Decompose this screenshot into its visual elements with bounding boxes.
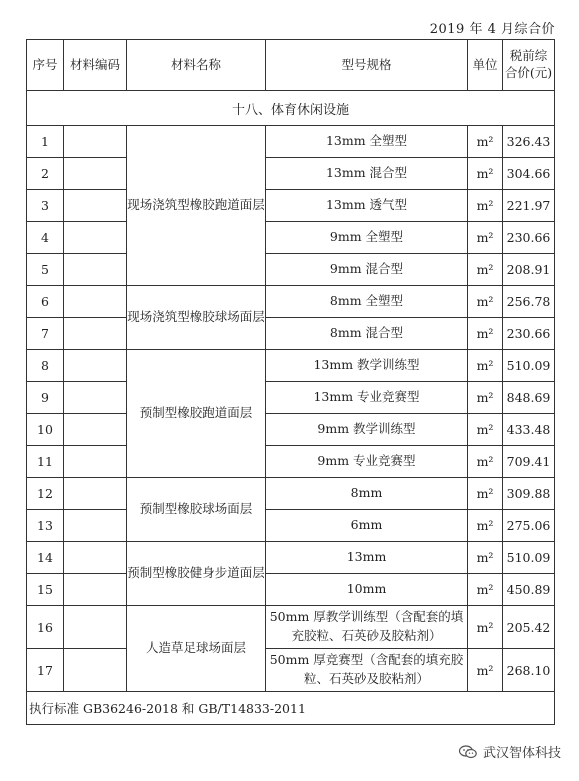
- unit-cell: m²: [468, 190, 503, 222]
- code-cell: [64, 158, 127, 190]
- code-cell: [64, 542, 127, 574]
- table-row: [27, 190, 555, 222]
- seq-cell: 6: [27, 286, 64, 318]
- spec-cell: 9mm 教学训练型: [266, 414, 468, 446]
- seq-cell: 2: [27, 158, 64, 190]
- table-row: [27, 126, 555, 158]
- table-row: [27, 414, 555, 446]
- spec-cell: 13mm 全塑型: [266, 126, 468, 158]
- table-row: [27, 478, 555, 510]
- price-cell: 221.97: [503, 190, 555, 222]
- code-cell: [64, 478, 127, 510]
- col-unit-header: 单位: [468, 40, 503, 91]
- material-name-cell: 预制型橡胶球场面层: [127, 478, 266, 542]
- col-seq-header: 序号: [27, 40, 64, 91]
- col-code-header: 材料编码: [64, 40, 127, 91]
- unit-cell: m²: [468, 574, 503, 606]
- col-name-header: 材料名称: [127, 40, 266, 91]
- spec-cell: 13mm 透气型: [266, 190, 468, 222]
- code-cell: [64, 574, 127, 606]
- code-cell: [64, 318, 127, 350]
- price-cell: 205.42: [503, 606, 555, 649]
- price-cell: 208.91: [503, 254, 555, 286]
- material-name-cell: 预制型橡胶跑道面层: [127, 350, 266, 478]
- code-cell: [64, 414, 127, 446]
- spec-cell: 13mm 教学训练型: [266, 350, 468, 382]
- seq-cell: 16: [27, 606, 64, 649]
- table-row: [27, 350, 555, 382]
- material-name-cell: 现场浇筑型橡胶跑道面层: [127, 126, 266, 286]
- code-cell: [64, 222, 127, 254]
- spec-cell: 13mm 混合型: [266, 158, 468, 190]
- unit-cell: m²: [468, 254, 503, 286]
- table-row: [27, 158, 555, 190]
- price-cell: 256.78: [503, 286, 555, 318]
- table-header-row: [27, 40, 555, 91]
- seq-cell: 13: [27, 510, 64, 542]
- price-cell: 510.09: [503, 542, 555, 574]
- price-cell: 275.06: [503, 510, 555, 542]
- unit-cell: m²: [468, 542, 503, 574]
- price-cell: 268.10: [503, 649, 555, 692]
- spec-cell: 10mm: [266, 574, 468, 606]
- seq-cell: 3: [27, 190, 64, 222]
- price-cell: 309.88: [503, 478, 555, 510]
- spec-cell: 50mm 厚竞赛型（含配套的填充胶粒、石英砂及胶粘剂）: [266, 649, 468, 692]
- price-cell: 326.43: [503, 126, 555, 158]
- code-cell: [64, 126, 127, 158]
- watermark: [459, 742, 561, 761]
- spec-cell: 13mm 专业竞赛型: [266, 382, 468, 414]
- seq-cell: 8: [27, 350, 64, 382]
- footer-row: [27, 692, 555, 725]
- spec-cell: 6mm: [266, 510, 468, 542]
- seq-cell: 12: [27, 478, 64, 510]
- code-cell: [64, 382, 127, 414]
- seq-cell: 4: [27, 222, 64, 254]
- unit-cell: m²: [468, 414, 503, 446]
- spec-cell: 50mm 厚教学训练型（含配套的填充胶粒、石英砂及胶粘剂）: [266, 606, 468, 649]
- unit-cell: m²: [468, 350, 503, 382]
- unit-cell: m²: [468, 222, 503, 254]
- seq-cell: 11: [27, 446, 64, 478]
- unit-cell: m²: [468, 446, 503, 478]
- price-period-note: 2019 年 4 月综合价: [429, 22, 555, 37]
- code-cell: [64, 606, 127, 649]
- price-cell: 433.48: [503, 414, 555, 446]
- col-price-header-line1: 税前综: [509, 48, 548, 64]
- table-row: [27, 382, 555, 414]
- price-cell: 304.66: [503, 158, 555, 190]
- col-price-header: [503, 40, 555, 91]
- price-table: [26, 39, 555, 725]
- seq-cell: 10: [27, 414, 64, 446]
- col-spec-header: 型号规格: [266, 40, 468, 91]
- seq-cell: 9: [27, 382, 64, 414]
- unit-cell: m²: [468, 158, 503, 190]
- table-row: [27, 606, 555, 649]
- unit-cell: m²: [468, 318, 503, 350]
- seq-cell: 7: [27, 318, 64, 350]
- price-cell: 230.66: [503, 318, 555, 350]
- material-name-cell: 人造草足球场面层: [127, 606, 266, 692]
- spec-cell: 8mm: [266, 478, 468, 510]
- spec-cell: 8mm 混合型: [266, 318, 468, 350]
- price-cell: 709.41: [503, 446, 555, 478]
- table-row: [27, 446, 555, 478]
- price-cell: 848.69: [503, 382, 555, 414]
- col-price-header-line2: 合价(元): [504, 65, 553, 80]
- unit-cell: m²: [468, 126, 503, 158]
- code-cell: [64, 190, 127, 222]
- table-row: [27, 222, 555, 254]
- price-cell: 510.09: [503, 350, 555, 382]
- table-row: [27, 542, 555, 574]
- seq-cell: 1: [27, 126, 64, 158]
- watermark-text: 武汉智体科技: [482, 746, 561, 761]
- seq-cell: 5: [27, 254, 64, 286]
- standard-note: 执行标准 GB36246-2018 和 GB/T14833-2011: [27, 692, 555, 725]
- seq-cell: 15: [27, 574, 64, 606]
- material-name-cell: 现场浇筑型橡胶球场面层: [127, 286, 266, 350]
- section-row: [27, 91, 555, 126]
- unit-cell: m²: [468, 478, 503, 510]
- table-row: [27, 649, 555, 692]
- wechat-icon: [459, 745, 477, 759]
- table-row: [27, 254, 555, 286]
- table-row: [27, 510, 555, 542]
- unit-cell: m²: [468, 382, 503, 414]
- code-cell: [64, 510, 127, 542]
- code-cell: [64, 254, 127, 286]
- spec-cell: 8mm 全塑型: [266, 286, 468, 318]
- spec-cell: 9mm 专业竞赛型: [266, 446, 468, 478]
- unit-cell: m²: [468, 286, 503, 318]
- material-name-cell: 预制型橡胶健身步道面层: [127, 542, 266, 606]
- seq-cell: 14: [27, 542, 64, 574]
- price-cell: 230.66: [503, 222, 555, 254]
- unit-cell: m²: [468, 606, 503, 649]
- spec-cell: 9mm 混合型: [266, 254, 468, 286]
- seq-cell: 17: [27, 649, 64, 692]
- table-row: [27, 318, 555, 350]
- code-cell: [64, 446, 127, 478]
- spec-cell: 13mm: [266, 542, 468, 574]
- code-cell: [64, 286, 127, 318]
- table-row: [27, 574, 555, 606]
- price-cell: 450.89: [503, 574, 555, 606]
- code-cell: [64, 350, 127, 382]
- code-cell: [64, 649, 127, 692]
- spec-cell: 9mm 全塑型: [266, 222, 468, 254]
- section-title: 十八、体育休闲设施: [27, 91, 555, 126]
- unit-cell: m²: [468, 510, 503, 542]
- unit-cell: m²: [468, 649, 503, 692]
- table-row: [27, 286, 555, 318]
